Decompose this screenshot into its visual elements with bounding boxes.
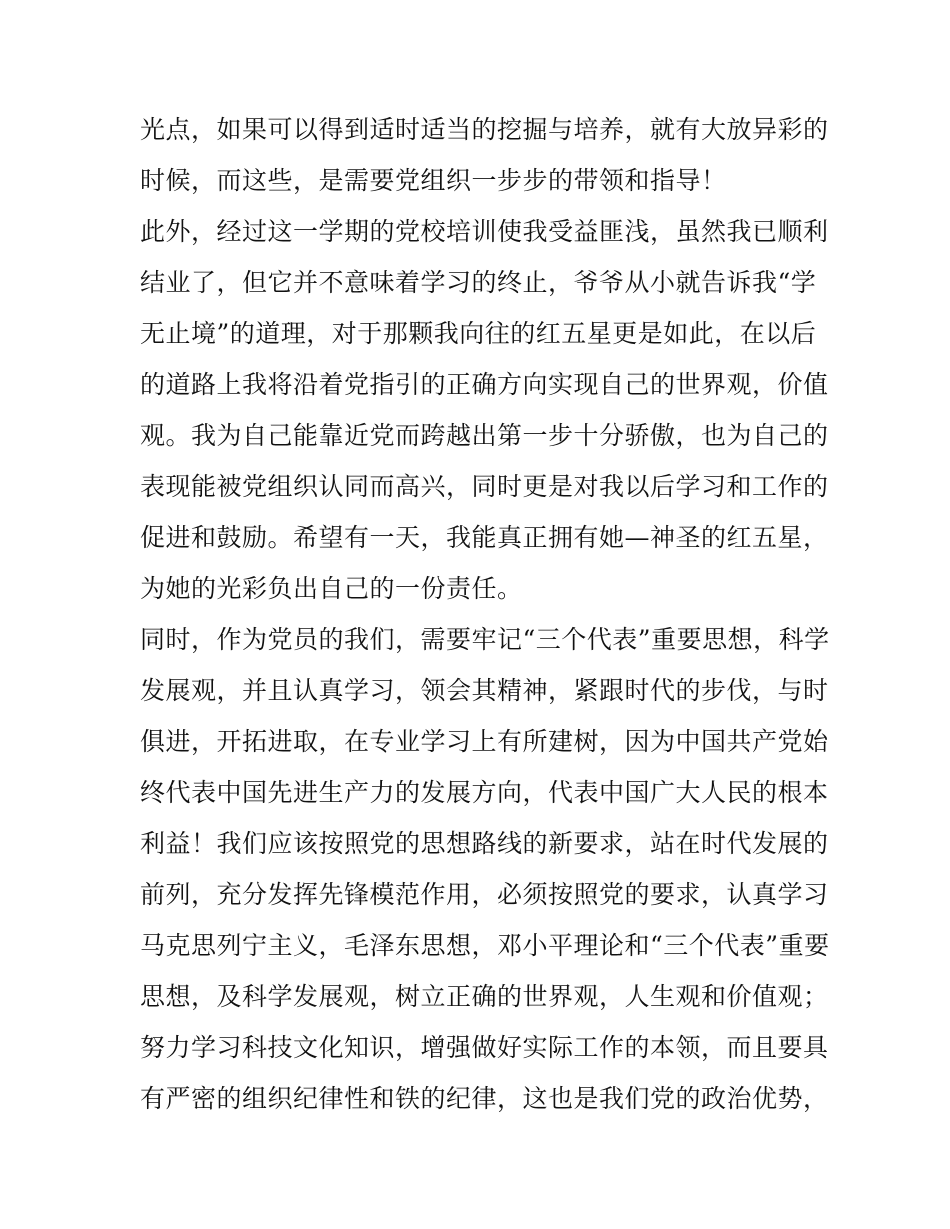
text-line: 的道路上我将沿着党指引的正确方向实现自己的世界观，价值 bbox=[140, 370, 829, 399]
text-line: 思想，及科学发展观，树立正确的世界观，人生观和价值观； bbox=[140, 982, 829, 1011]
text-line: 为她的光彩负出自己的一份责任。 bbox=[140, 574, 523, 603]
text-line: 利益！我们应该按照党的思想路线的新要求，站在时代发展的 bbox=[140, 829, 829, 858]
text-line: 促进和鼓励。希望有一天，我能真正拥有她—神圣的红五星， bbox=[140, 523, 829, 552]
text-line: 时候，而这些，是需要党组织一步步的带领和指导！ bbox=[140, 166, 727, 195]
text-line: 光点，如果可以得到适时适当的挖掘与培养，就有大放异彩的 bbox=[140, 115, 829, 144]
text-line: 无止境”的道理，对于那颗我向往的红五星更是如此，在以后 bbox=[140, 319, 817, 348]
document-body bbox=[140, 104, 830, 1124]
text-line: 前列，充分发挥先锋模范作用，必须按照党的要求，认真学习 bbox=[140, 880, 829, 909]
text-line: 发展观，并且认真学习，领会其精神，紧跟时代的步伐，与时 bbox=[140, 676, 829, 705]
text-line: 终代表中国先进生产力的发展方向，代表中国广大人民的根本 bbox=[140, 778, 829, 807]
text-line: 俱进，开拓进取，在专业学习上有所建树，因为中国共产党始 bbox=[140, 727, 829, 756]
text-line: 表现能被党组织认同而高兴，同时更是对我以后学习和工作的 bbox=[140, 472, 829, 501]
text-line: 此外，经过这一学期的党校培训使我受益匪浅，虽然我已顺利 bbox=[140, 217, 829, 246]
text-line: 同时，作为党员的我们，需要牢记“三个代表”重要思想，科学 bbox=[140, 625, 830, 654]
text-line: 马克思列宁主义，毛泽东思想，邓小平理论和“三个代表”重要 bbox=[140, 931, 830, 960]
text-line: 观。我为自己能靠近党而跨越出第一步十分骄傲，也为自己的 bbox=[140, 421, 829, 450]
text-line: 努力学习科技文化知识，增强做好实际工作的本领，而且要具 bbox=[140, 1033, 829, 1062]
text-line: 结业了，但它并不意味着学习的终止，爷爷从小就告诉我“学 bbox=[140, 268, 817, 297]
text-line: 有严密的组织纪律性和铁的纪律，这也是我们党的政治优势， bbox=[140, 1084, 829, 1113]
